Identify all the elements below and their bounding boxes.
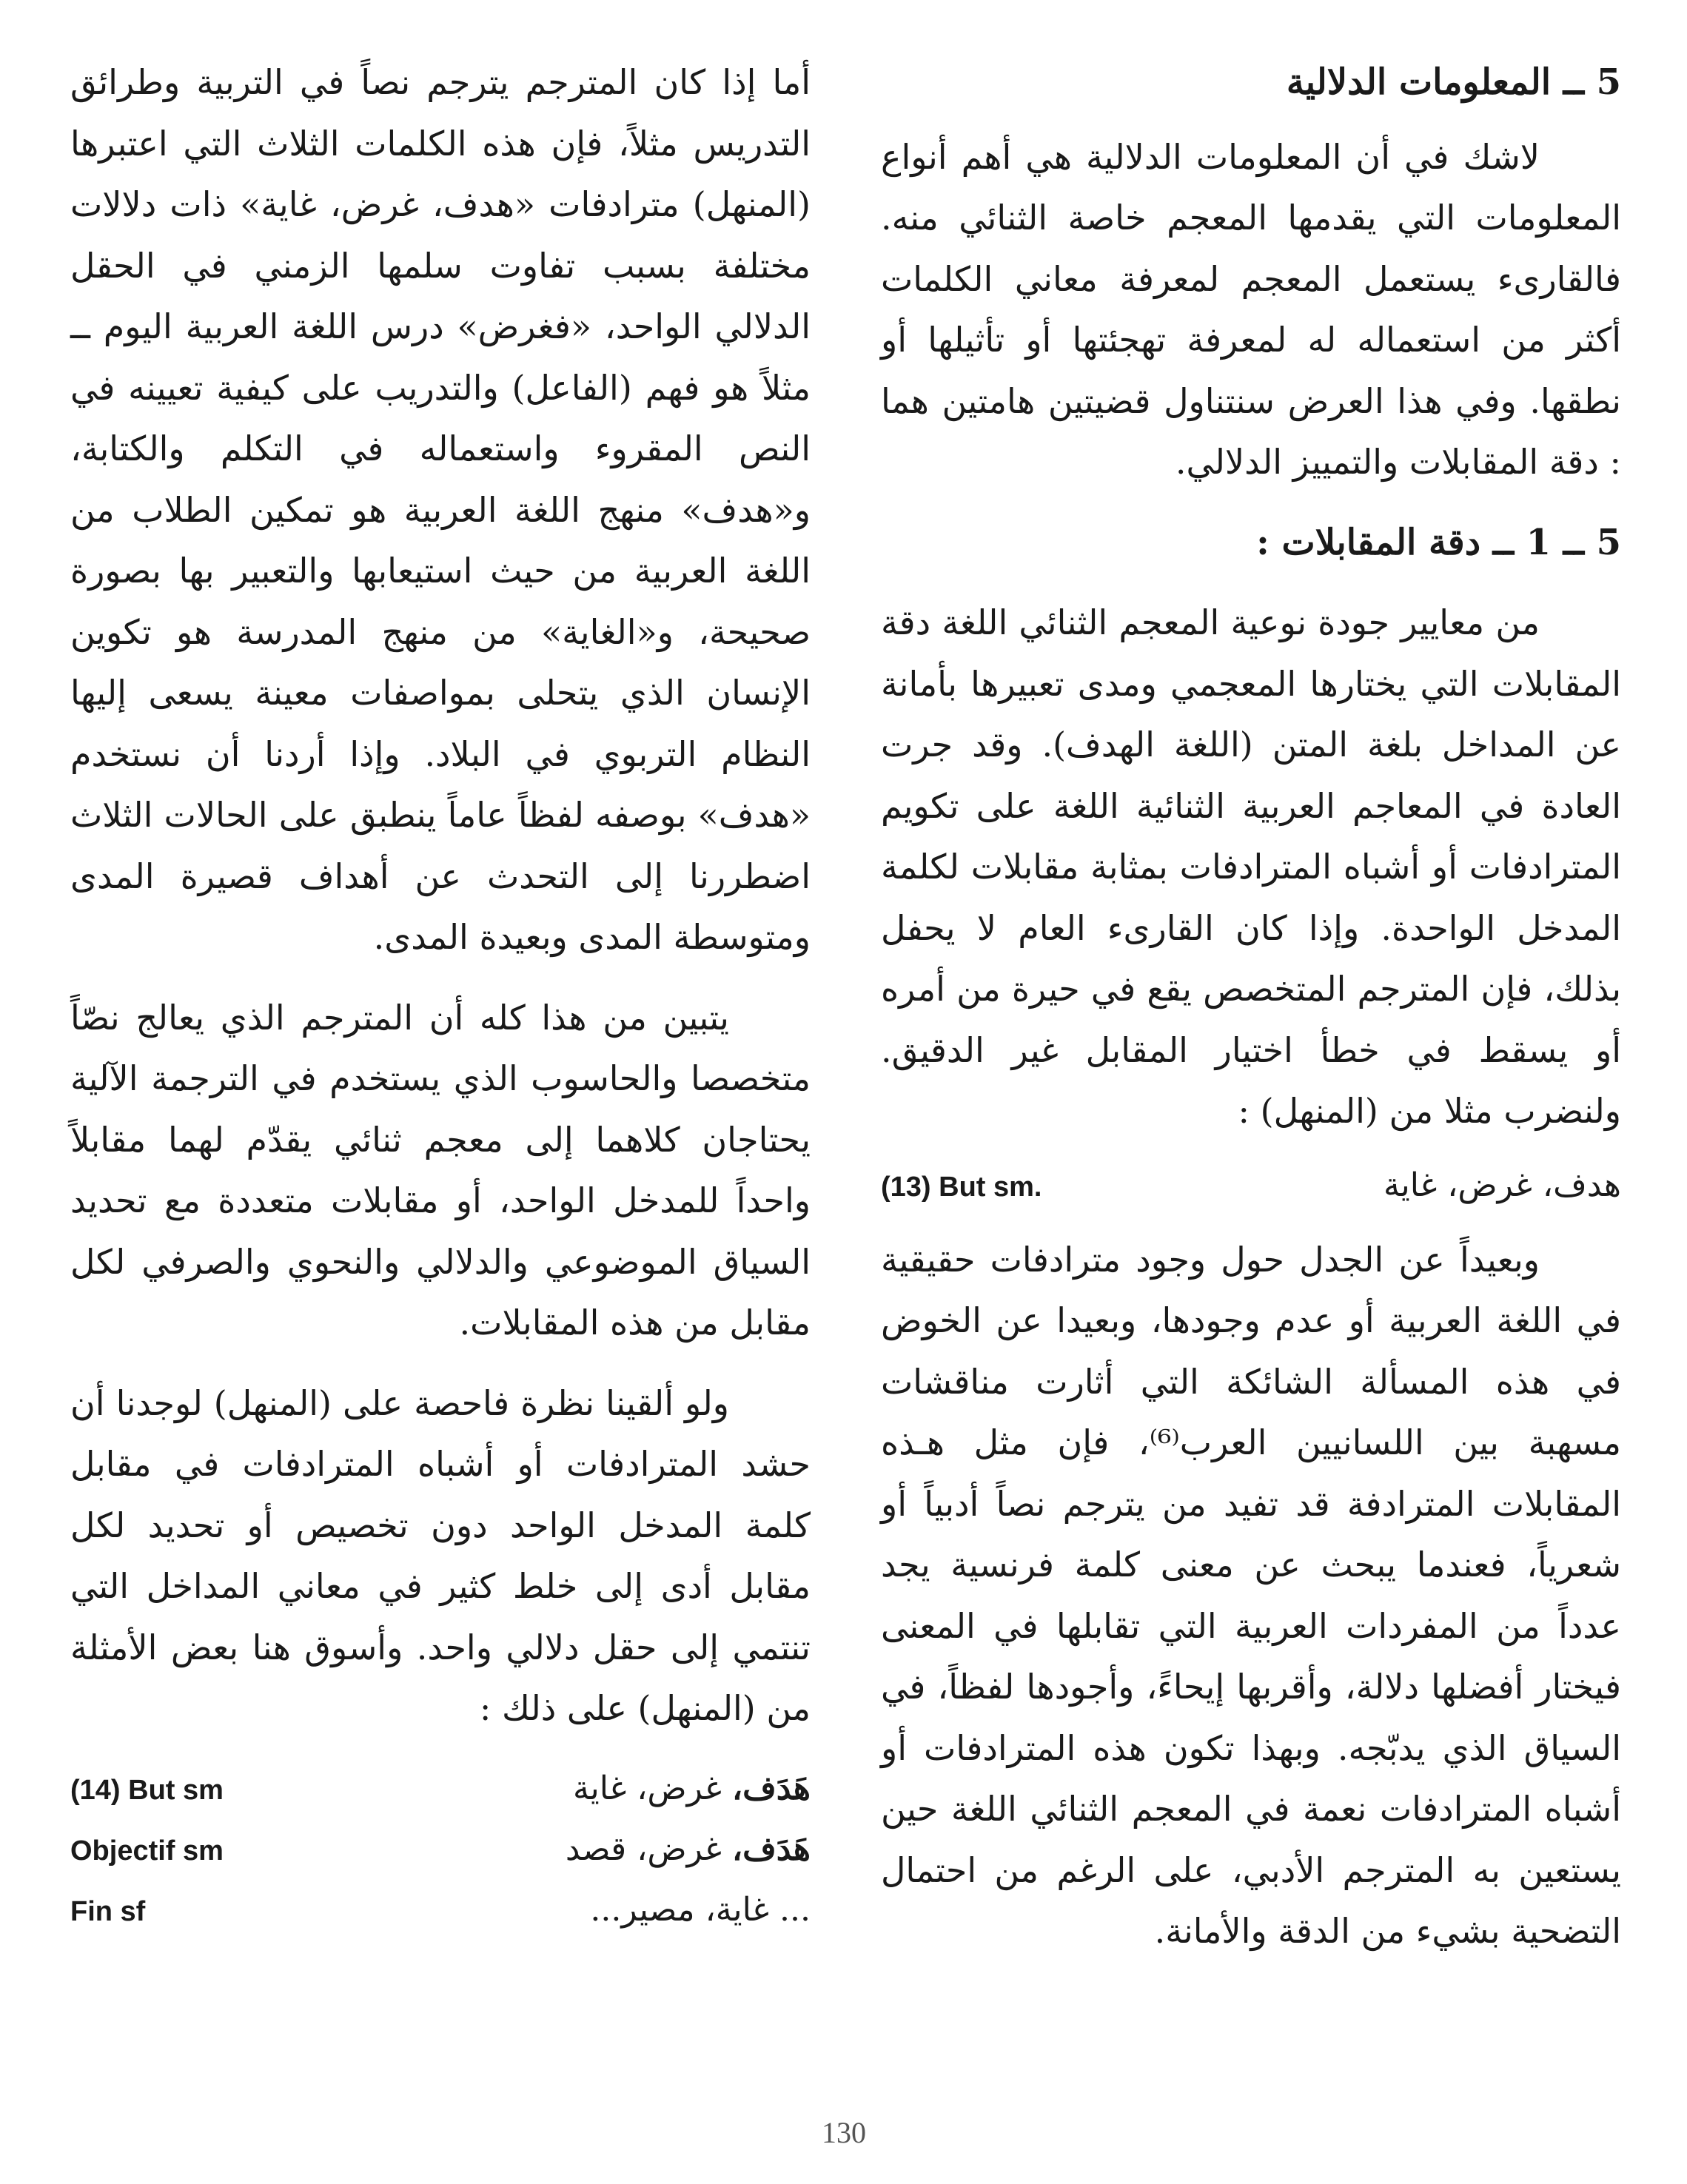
left-column bbox=[70, 52, 811, 1941]
page-number: 130 bbox=[822, 2116, 866, 2149]
example-french: Objectif sm bbox=[70, 1835, 224, 1867]
example-synonyms: غرض، غاية bbox=[572, 1769, 732, 1807]
example-13 bbox=[881, 1155, 1621, 1216]
example-14-row-1 bbox=[70, 1758, 811, 1819]
example-14-row-3 bbox=[70, 1880, 811, 1941]
paragraph-translator-needs: يتبين من هذا كله أن المترجم الذي يعالج نصّاً متخصصا والحاسوب الذي يستخدم في الترجمة الآلية يحتاجان كلاهما إلى معجم ثنائي يقدّم لهما مقابلاً واحداً للمدخل الواحد، أو مقابلات متعددة مع تحديد السياق الموضوعي والدلالي والنحوي والصرفي لكل مقابل من هذه المقابلات. bbox=[70, 997, 811, 1343]
example-headword: هَدَف، bbox=[731, 1829, 811, 1868]
subsection-heading: 5 ــ 1 ــ دقة المقابلات : bbox=[1256, 521, 1621, 563]
example-french: Fin sf bbox=[70, 1895, 146, 1927]
paragraph-synonyms: وبعيداً عن الجدل حول وجود مترادفات حقيقية في اللغة العربية أو عدم وجودها، وبعيدا عن الخوض في هذه المسألة الشائكة التي أثارت مناقشات مسهبة بين اللسانيين العرب⁽⁶⁾، فإن مثل هـذه المقابلات المترادفة قد تفيد من يترجم نصاً أدبياً أو شعرياً، فعندما يبحث عن معنى كلمة فرنسية يجد عدداً من المفردات العربية التي تقابلها في المعنى فيختار أفضلها دلالة، وأقربها إيحاءً، وأجودها لفظاً، في السياق الذي يدبّجه. وبهذا تكون هذه المترادفات أو أشباه المترادفات نعمة في المعجم الثنائي اللغة حين يستعين به المترجم الأدبي، على الرغم من احتمال التضحية بشيء من الدقة والأمانة. bbox=[881, 1239, 1621, 1951]
paragraph-manhal-review: ولو ألقينا نظرة فاحصة على (المنهل) لوجدنا أن حشد المترادفات أو أشباه المترادفات في مقابل كلمة المدخل الواحد دون تخصيص أو تحديد لكل مقابل أدى إلى خلط كثير في معاني المداخل التي تنتمي إلى حقل دلالي واحد. وأسوق هنا بعض الأمثلة من (المنهل) على ذلك : bbox=[70, 1382, 811, 1728]
example-14-row-2 bbox=[70, 1819, 811, 1880]
example-synonyms: ... غاية، مصير... bbox=[590, 1890, 811, 1929]
example-13-french: (13) But sm. bbox=[881, 1171, 1042, 1203]
example-arabic bbox=[573, 1758, 811, 1820]
paragraph-semantic-info: لاشك في أن المعلومات الدلالية هي أهم أنواع المعلومات التي يقدمها المعجم خاصة الثنائي منه. فالقارىء يستعمل المعجم لمعرفة معاني الكلمات أكثر من استعماله له لمعرفة تهجئتها أو تأثيلها أو نطقها. وفي هذا العرض سنتناول قضيتين هامتين هما : دقة المقابلات والتمييز الدلالي. bbox=[881, 136, 1621, 482]
right-column bbox=[881, 52, 1621, 1962]
section-heading: 5 ــ المعلومات الدلالية bbox=[1286, 61, 1621, 103]
example-arabic bbox=[590, 1880, 811, 1941]
paragraph-equivalents-accuracy: من معايير جودة نوعية المعجم الثنائي اللغة دقة المقابلات التي يختارها المعجمي ومدى تعبيرها بأمانة عن المداخل بلغة المتن (اللغة الهدف). وقد جرت العادة في المعاجم العربية الثنائية اللغة على تكويم المترادفات أو أشباه المترادفات بمثابة مقابلات لكلمة المدخل الواحدة. وإذا كان القارىء العام لا يحفل بذلك، فإن المترجم المتخصص يقع في حيرة من أمره أو يسقط في خطأ اختيار المقابل غير الدقيق. ولنضرب مثلا من (المنهل) : bbox=[881, 602, 1621, 1131]
example-arabic bbox=[566, 1819, 811, 1881]
example-french: (14) But sm bbox=[70, 1774, 224, 1806]
example-synonyms: غرض، قصد bbox=[565, 1829, 732, 1868]
example-13-arabic: هدف، غرض، غاية bbox=[1383, 1166, 1621, 1204]
paragraph-education-example: أما إذا كان المترجم يترجم نصاً في التربية وطرائق التدريس مثلاً، فإن هذه الكلمات الثلاث التي اعتبرها (المنهل) مترادفات «هدف، غرض، غاية» ذات دلالات مختلفة بسبب تفاوت سلمها الزمني في الحقل الدلالي الواحد، «فغرض» درس اللغة العربية اليوم ــ مثلاً هو فهم (الفاعل) والتدريب على كيفية تعيينه في النص المقروء واستعماله في التكلم والكتابة، و«هدف» منهج اللغة العربية هو تمكين الطلاب من اللغة العربية من حيث استيعابها والتعبير بها بصورة صحيحة، و«الغاية» من منهج المدرسة هو تكوين الإنسان الذي يتحلى بمواصفات معينة يسعى إليها النظام التربوي في البلاد. وإذا أردنا أن نستخدم «هدف» بوصفه لفظاً عاماً ينطبق على الحالات الثلاث اضطررنا إلى التحدث عن أهداف قصيرة المدى ومتوسطة المدى وبعيدة المدى. bbox=[70, 62, 811, 957]
example-headword: هَدَف، bbox=[731, 1769, 811, 1807]
